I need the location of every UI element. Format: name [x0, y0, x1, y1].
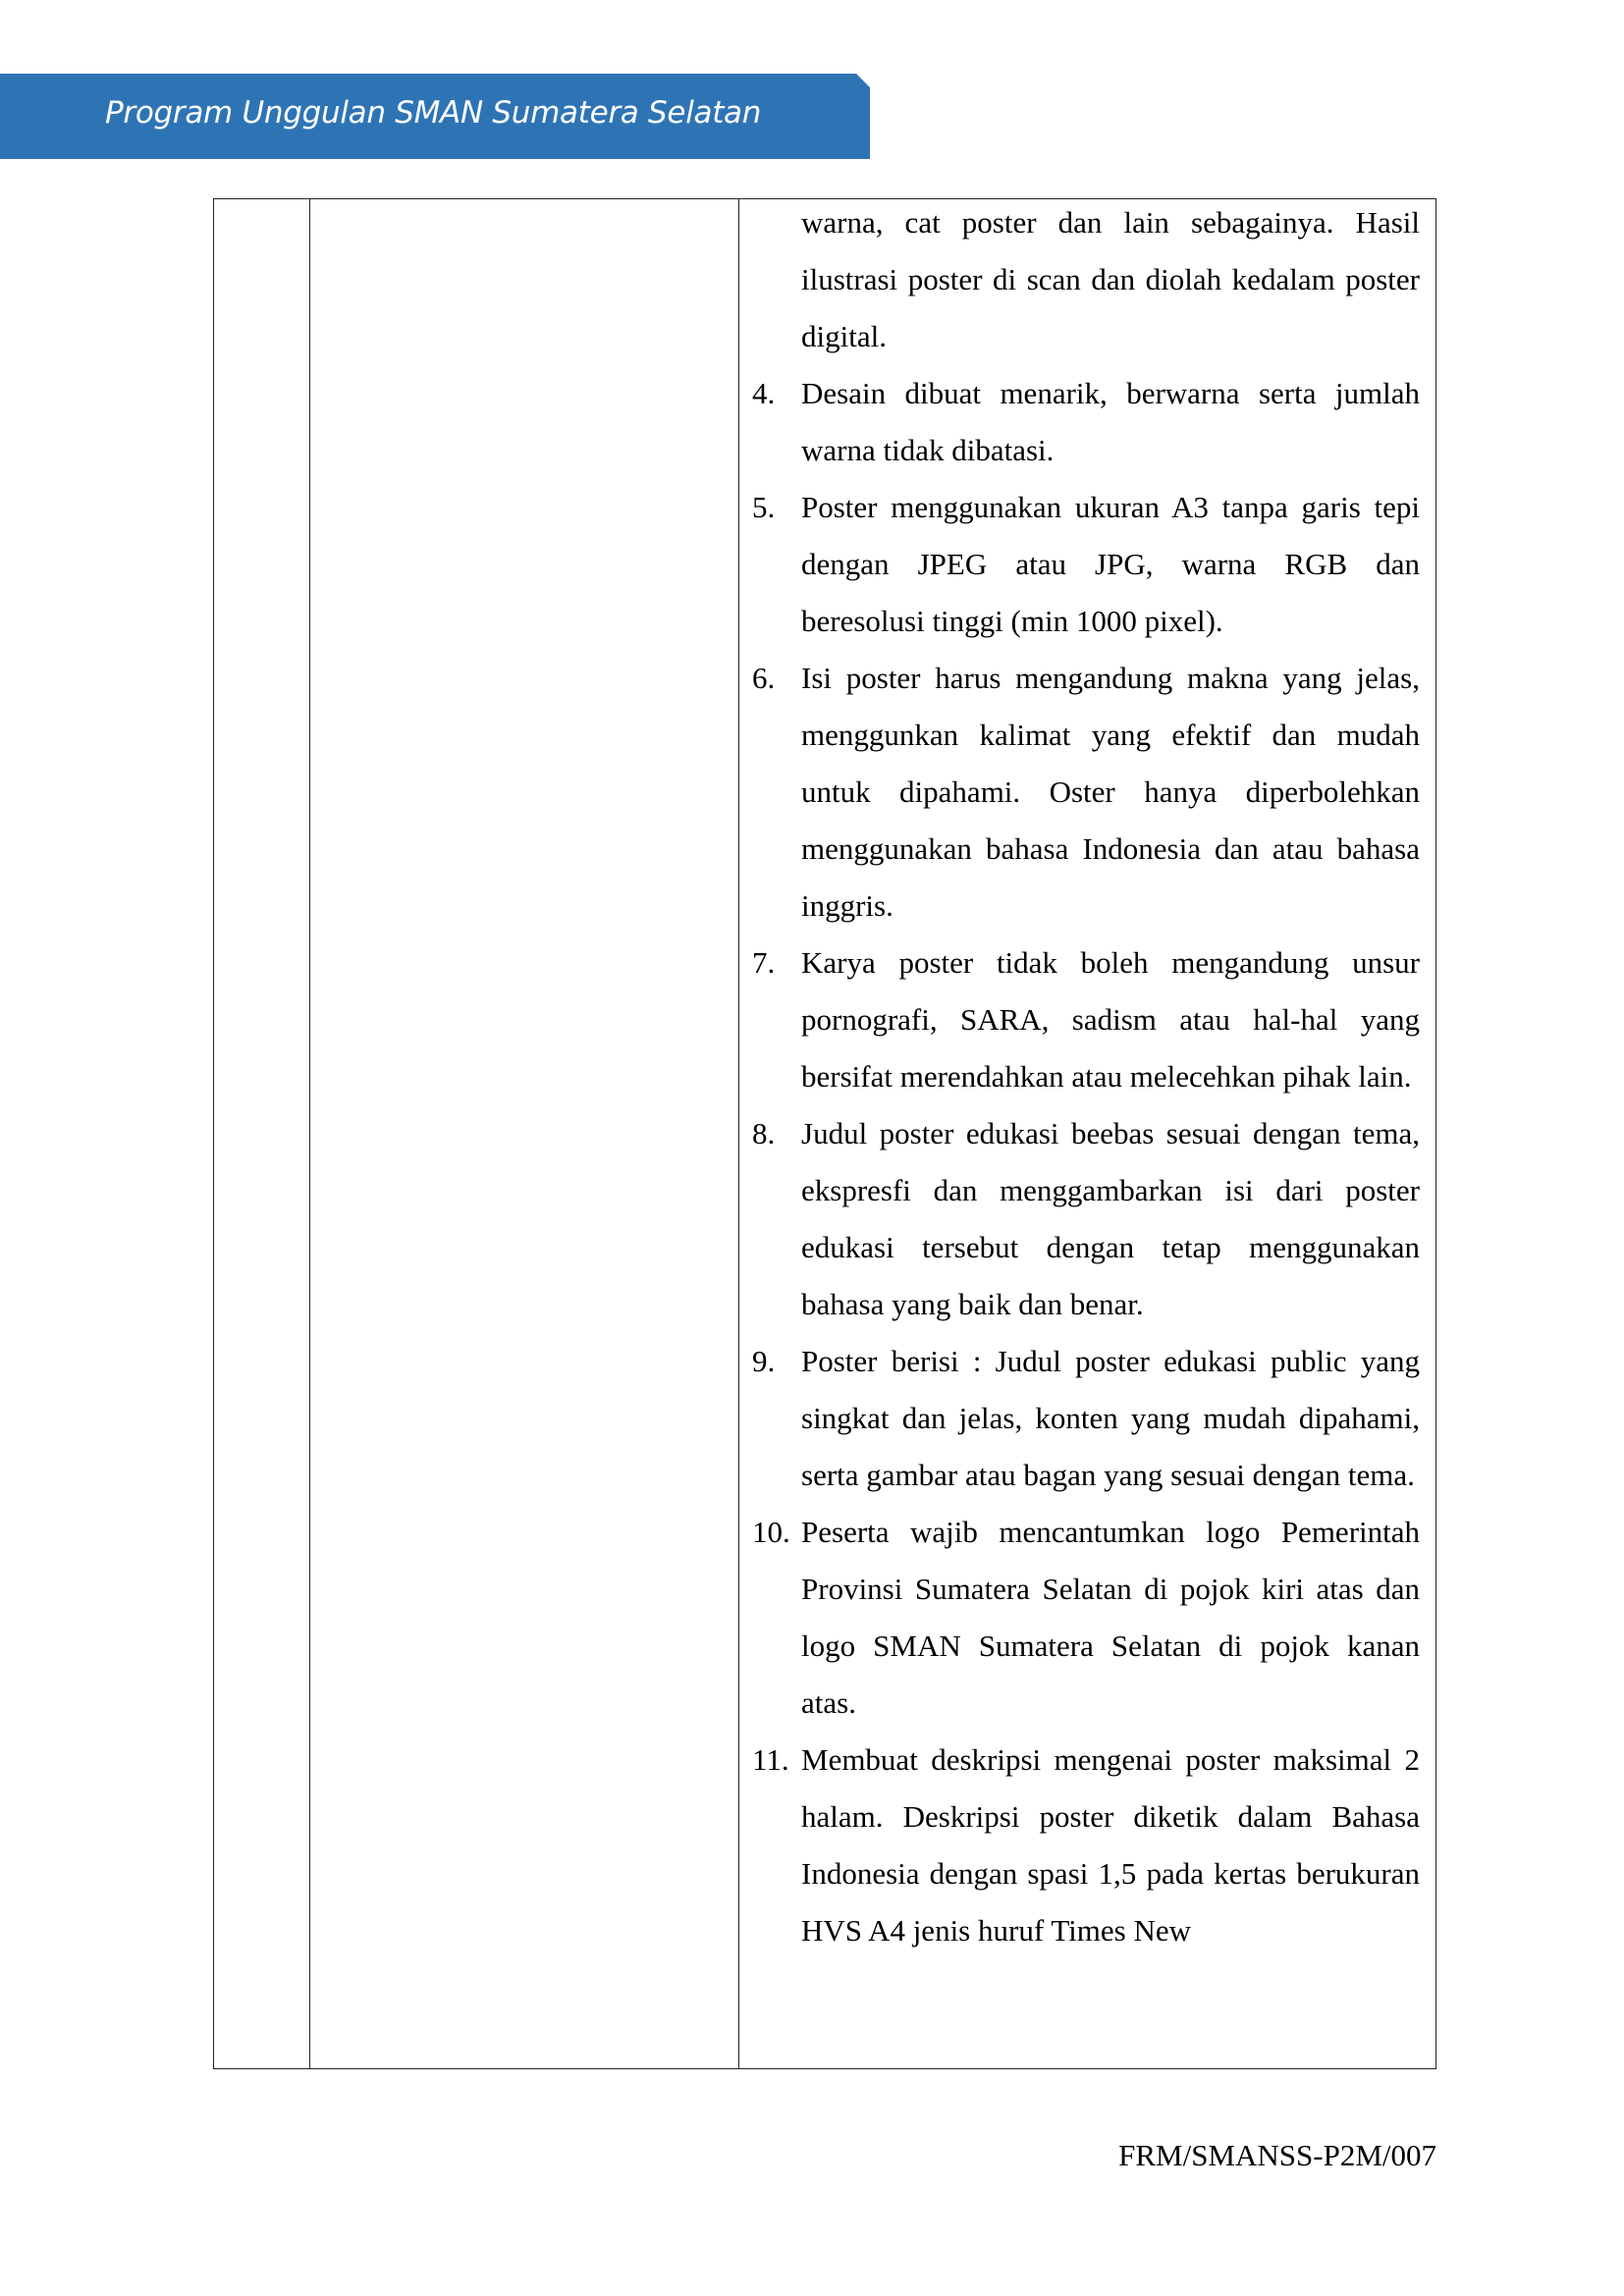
- list-item-number: 9.: [752, 1344, 776, 1378]
- list-item: [752, 650, 1420, 934]
- page-header-title: Program Unggulan SMAN Sumatera Selatan: [105, 95, 762, 131]
- list-item-text: Karya poster tidak boleh mengandung unsur pornografi, SARA, sadism atau hal-hal yang bersifat merendahkan atau melecehkan pihak lain.: [801, 945, 1420, 1094]
- list-item-number: 11.: [752, 1742, 789, 1777]
- continuation-paragraph: warna, cat poster dan lain sebagainya. Hasil ilustrasi poster di scan dan diolah kedalam poster digital.: [801, 205, 1420, 353]
- list-item-text: Isi poster harus mengandung makna yang jelas, menggunkan kalimat yang efektif dan mudah untuk dipahami. Oster hanya diperbolehkan menggunakan bahasa Indonesia dan atau bahasa inggris.: [801, 661, 1420, 923]
- list-item-text: Peserta wajib mencantumkan logo Pemerintah Provinsi Sumatera Selatan di pojok kiri atas dan logo SMAN Sumatera Selatan di pojok kanan atas.: [801, 1515, 1420, 1720]
- list-item: [752, 1105, 1420, 1333]
- list-item-number: 8.: [752, 1116, 776, 1150]
- list-item-number: 6.: [752, 661, 776, 695]
- list-item: [752, 1504, 1420, 1732]
- list-item-text: Membuat deskripsi mengenai poster maksimal 2 halam. Deskripsi poster diketik dalam Bahasa Indonesia dengan spasi 1,5 pada kertas berukuran HVS A4 jenis huruf Times New: [801, 1742, 1420, 1948]
- list-item: [752, 479, 1420, 650]
- list-item-number: 4.: [752, 376, 776, 410]
- list-item-text: Poster berisi : Judul poster edukasi public yang singkat dan jelas, konten yang mudah dipahami, serta gambar atau bagan yang sesuai dengan tema.: [801, 1344, 1420, 1492]
- list-item: [752, 1732, 1420, 1959]
- list-item: [752, 365, 1420, 479]
- list-item-text: Poster menggunakan ukuran A3 tanpa garis tepi dengan JPEG atau JPG, warna RGB dan beresolusi tinggi (min 1000 pixel).: [801, 490, 1420, 638]
- form-code-footer: FRM/SMANSS-P2M/007: [1118, 2138, 1436, 2172]
- list-item-number: 5.: [752, 490, 776, 524]
- list-item: [752, 934, 1420, 1105]
- list-item-text: Desain dibuat menarik, berwarna serta jumlah warna tidak dibatasi.: [801, 376, 1420, 467]
- table-column-divider: [738, 198, 739, 2069]
- list-item-number: 7.: [752, 945, 776, 980]
- list-item-number: 10.: [752, 1515, 790, 1549]
- list-item: [752, 1333, 1420, 1504]
- list-item-text: Judul poster edukasi beebas sesuai dengan tema, ekspresfi dan menggambarkan isi dari poster edukasi tersebut dengan tetap menggunakan bahasa yang baik dan benar.: [801, 1116, 1420, 1321]
- requirements-cell: [752, 194, 1420, 1959]
- table-column-divider: [309, 198, 310, 2069]
